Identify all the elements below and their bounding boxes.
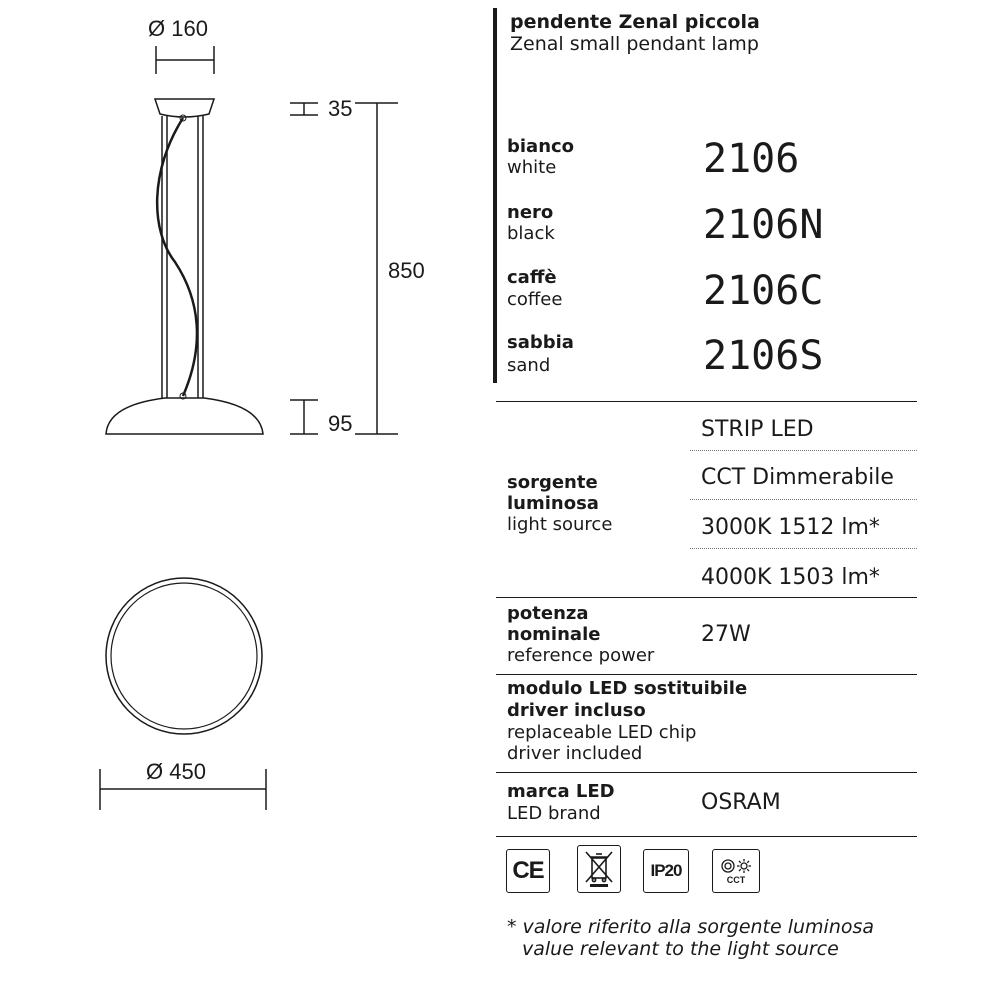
ce-mark-text: CE xyxy=(512,857,544,884)
color-name-en: black xyxy=(507,223,555,244)
module-label-it: modulo LED sostituibile xyxy=(507,678,748,699)
row-separator xyxy=(690,450,917,451)
footnote-it: * valore riferito alla sorgente luminosa xyxy=(507,916,875,938)
technical-drawing xyxy=(0,0,490,1000)
color-code: 2106C xyxy=(703,268,824,314)
shade-profile xyxy=(106,398,263,434)
table-divider xyxy=(496,772,917,773)
cct-symbol-icon xyxy=(718,857,754,875)
color-name-en: white xyxy=(507,157,557,178)
light-source-value: 4000K 1503 lm* xyxy=(701,565,880,590)
brand-label-en: LED brand xyxy=(507,803,601,824)
brand-value: OSRAM xyxy=(701,790,781,815)
ce-mark-icon xyxy=(506,849,550,893)
power-label-en: reference power xyxy=(507,645,655,666)
power-label-it: nominale xyxy=(507,624,601,645)
top-diameter-label: Ø 160 xyxy=(148,16,208,41)
light-source-label-it: luminosa xyxy=(507,493,599,514)
weee-bin-icon xyxy=(577,845,621,893)
total-height-label: 850 xyxy=(388,258,425,283)
light-source-value: STRIP LED xyxy=(701,417,814,442)
power-label-it: potenza xyxy=(507,603,589,624)
shade-diameter-label: Ø 450 xyxy=(146,759,206,784)
table-divider xyxy=(496,597,917,598)
color-name-it: caffè xyxy=(507,267,557,288)
color-code: 2106S xyxy=(703,333,824,379)
ip20-rating-icon xyxy=(643,849,689,893)
power-cable xyxy=(157,118,197,396)
table-divider xyxy=(496,401,917,402)
light-source-value: CCT Dimmerabile xyxy=(701,465,894,490)
cct-icon xyxy=(712,849,760,893)
title-accent-bar xyxy=(493,8,497,383)
plan-view-inner xyxy=(111,583,257,729)
product-name-en: Zenal small pendant lamp xyxy=(510,33,759,55)
brand-label-it: marca LED xyxy=(507,781,615,802)
product-name-it: pendente Zenal piccola xyxy=(510,11,760,33)
light-source-label-en: light source xyxy=(507,514,613,535)
color-name-it: nero xyxy=(507,202,554,223)
footnote-en: value relevant to the light source xyxy=(522,938,839,960)
color-name-en: sand xyxy=(507,355,551,376)
module-label-en: driver included xyxy=(507,743,643,764)
light-source-value: 3000K 1512 lm* xyxy=(701,515,880,540)
color-name-it: sabbia xyxy=(507,332,574,353)
shade-height-label: 95 xyxy=(328,411,353,436)
module-label-it: driver incluso xyxy=(507,700,646,721)
row-separator xyxy=(690,499,917,500)
canopy-shape xyxy=(155,99,214,117)
canopy-height-label: 35 xyxy=(328,96,353,121)
table-divider xyxy=(496,674,917,675)
row-separator xyxy=(690,548,917,549)
color-name-it: bianco xyxy=(507,136,575,157)
cct-text: CCT xyxy=(726,875,746,885)
light-source-label-it: sorgente xyxy=(507,472,598,493)
color-code: 2106 xyxy=(703,136,800,182)
power-value: 27W xyxy=(701,622,751,647)
table-divider xyxy=(496,836,917,837)
module-label-en: replaceable LED chip xyxy=(507,722,697,743)
weee-bin-icon xyxy=(581,849,617,889)
plan-view-outer xyxy=(106,578,262,734)
ip-rating-text: IP20 xyxy=(650,861,682,880)
color-code: 2106N xyxy=(703,202,824,248)
color-name-en: coffee xyxy=(507,289,563,310)
